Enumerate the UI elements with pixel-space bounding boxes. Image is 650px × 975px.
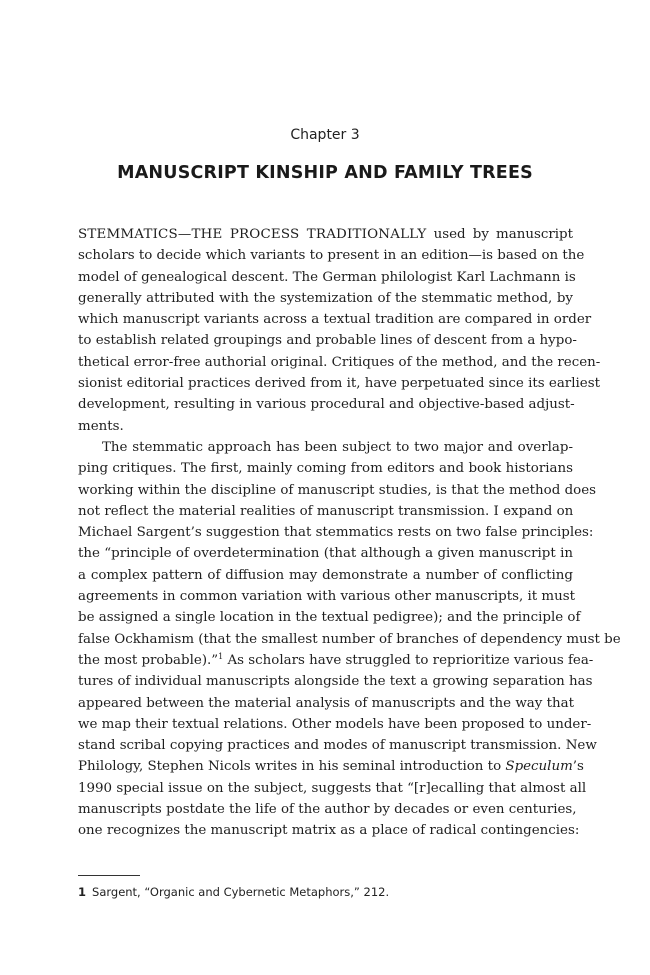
- body-line: generally attributed with the systemization of the stemmatic method, by: [78, 290, 573, 306]
- body-line-text: As scholars have struggled to reprioritize various fea-: [223, 652, 594, 668]
- journal-title: Speculum: [505, 759, 573, 775]
- body-line-text: Philology, Stephen Nicols writes in his seminal introduction to: [78, 759, 506, 775]
- lead-in-smallcaps: STEMMATICS—THE PROCESS TRADITIONALLY: [78, 227, 427, 242]
- body-line: manuscripts postdate the life of the author by decades or even centuries,: [78, 802, 577, 818]
- body-line: [78, 650, 594, 671]
- body-text: [78, 224, 621, 842]
- body-line-text: ’s: [572, 759, 584, 775]
- body-line: tures of individual manuscripts alongside the text a growing separation has: [78, 674, 593, 690]
- body-line: development, resulting in various procedural and objective-based adjust-: [78, 397, 575, 413]
- footnote-divider: [78, 875, 140, 876]
- footnote-ref[interactable]: 1: [218, 651, 224, 661]
- body-line: scholars to decide which variants to present in an edition—is based on the: [78, 248, 585, 264]
- body-line: 1990 special issue on the subject, suggests that “[r]ecalling that almost all: [78, 780, 587, 796]
- body-line: Michael Sargent’s suggestion that stemmatics rests on two false principles:: [78, 525, 594, 541]
- body-line: not reflect the material realities of manuscript transmission. I expand on: [78, 503, 574, 519]
- footnote-number: 1: [78, 885, 87, 899]
- body-line: [78, 224, 573, 245]
- body-line: [78, 756, 584, 777]
- body-line: the “principle of overdetermination (that although a given manuscript in: [78, 546, 573, 562]
- chapter-title: MANUSCRIPT KINSHIP AND FAMILY TREES: [117, 163, 533, 183]
- body-line: ping critiques. The first, mainly coming from editors and book historians: [78, 461, 573, 477]
- body-line: a complex pattern of diffusion may demonstrate a number of conflicting: [78, 567, 573, 583]
- body-line: agreements in common variation with various other manuscripts, it must: [78, 589, 575, 605]
- body-line: one recognizes the manuscript matrix as a place of radical contingencies:: [78, 823, 580, 839]
- footnote-text: Sargent, “Organic and Cybernetic Metaphors,” 212.: [92, 885, 390, 899]
- body-line-text: the most probable).”: [78, 652, 219, 668]
- body-line: which manuscript variants across a textual tradition are compared in order: [78, 312, 592, 328]
- body-line: working within the discipline of manuscript studies, is that the method does: [78, 482, 597, 498]
- footnote: [78, 885, 573, 899]
- body-line: appeared between the material analysis of manuscripts and the way that: [78, 695, 574, 711]
- body-line-text: used by manuscript: [426, 227, 573, 242]
- body-line: thetical error-free authorial original. Critiques of the method, and the recen-: [78, 354, 601, 370]
- body-line: stand scribal copying practices and modes of manuscript transmission. New: [78, 738, 597, 754]
- body-line: ments.: [78, 418, 124, 434]
- body-line: we map their textual relations. Other models have been proposed to under-: [78, 716, 592, 732]
- chapter-label: Chapter 3: [290, 127, 360, 143]
- body-line: to establish related groupings and probable lines of descent from a hypo-: [78, 333, 577, 349]
- body-line: false Ockhamism (that the smallest number of branches of dependency must be: [78, 631, 621, 647]
- body-line: model of genealogical descent. The German philologist Karl Lachmann is: [78, 269, 576, 285]
- body-line: The stemmatic approach has been subject to two major and overlap-: [102, 439, 573, 455]
- body-line: sionist editorial practices derived from it, have perpetuated since its earliest: [78, 376, 600, 392]
- body-line: be assigned a single location in the textual pedigree); and the principle of: [78, 610, 581, 626]
